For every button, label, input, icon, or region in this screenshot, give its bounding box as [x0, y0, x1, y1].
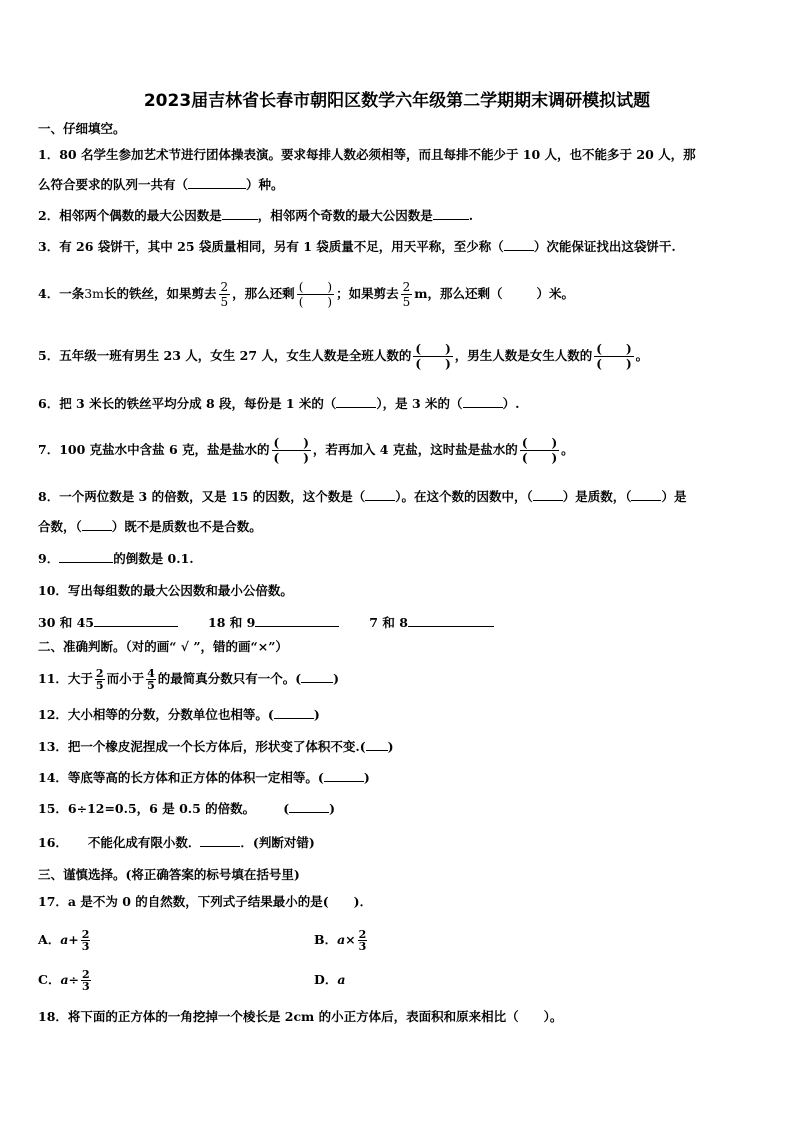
- q14-blank[interactable]: [324, 781, 364, 782]
- q17-option-b[interactable]: [314, 925, 369, 955]
- q7-answer-fraction-1[interactable]: $\frac{( )}{( )}$: [273, 436, 309, 465]
- question-8-line-2: [38, 518, 262, 536]
- q3-text: 3．有 26 袋饼干，其中 25 袋质量相同，另有 1 袋质量不足，用天平称，至少称（: [38, 239, 504, 254]
- q10-item-a: 30 和 45: [38, 615, 94, 630]
- question-13: [38, 738, 394, 756]
- question-7: [38, 432, 574, 468]
- q8-blank-4[interactable]: [82, 530, 112, 531]
- q7-text-a: 7．100 克盐水中含盐 6 克，盐是盐水的: [38, 442, 270, 457]
- q3-text-end: ）次能保证找出这袋饼干.: [533, 239, 676, 254]
- option-a-fraction: $\frac{2}{3}$: [81, 928, 90, 953]
- q16-blank[interactable]: [200, 846, 240, 847]
- question-14: [38, 769, 370, 787]
- question-10-items: [38, 614, 494, 632]
- q11-text-d: ): [333, 671, 340, 686]
- question-15: [38, 800, 335, 818]
- section-2-heading: 二、准确判断。（对的画“ √ ”，错的画“×”）: [38, 639, 288, 654]
- q3-blank[interactable]: [504, 250, 534, 251]
- q2-text-mid: ，相邻两个奇数的最大公因数是: [257, 208, 433, 223]
- option-b-fraction: $\frac{2}{3}$: [358, 928, 367, 953]
- q8-text-4: ）是: [661, 489, 687, 504]
- q15-blank[interactable]: [289, 812, 329, 813]
- question-12: [38, 706, 320, 724]
- question-3: [38, 238, 676, 256]
- q8-text-3: ）是质数，（: [562, 489, 632, 504]
- q8-blank-1[interactable]: [365, 500, 395, 501]
- question-16: [38, 834, 315, 852]
- section-1-heading: 一、仔细填空。: [38, 121, 126, 136]
- option-a-label: A．: [38, 932, 61, 947]
- question-17: 17．a 是不为 0 的自然数，下列式子结果最小的是( )．: [38, 894, 373, 909]
- q16-number: 16．: [38, 835, 68, 850]
- q6-text-a: 6．把 3 米长的铁丝平均分成 8 段，每份是 1 米的（: [38, 396, 337, 411]
- q16-text: 不能化成有限小数．: [87, 835, 201, 850]
- q8-text-1: 8．一个两位数是 3 的倍数，又是 15 的因数，这个数是（: [38, 489, 366, 504]
- q7-text-c: 。: [561, 442, 574, 457]
- q4-text-b: 长的铁丝，如果剪去: [104, 286, 217, 301]
- q10-blank-a[interactable]: [94, 626, 178, 627]
- q17-option-a[interactable]: [38, 925, 92, 955]
- question-1-line-1: 1．80 名学生参加艺术节进行团体操表演。要求每排人数必须相等，而且每排不能少于 10 人，也不能多于 20 人，那: [38, 147, 696, 162]
- option-b-label: B．: [314, 932, 338, 947]
- q1-text-end: ）种。: [246, 177, 284, 192]
- q4-text-c: ，那么还剩: [232, 286, 295, 301]
- q11-fraction-4-5: $\frac{4}{5}$: [147, 667, 155, 692]
- q17-option-c[interactable]: [38, 965, 93, 995]
- q12-text-end: ): [313, 707, 320, 722]
- q11-fraction-2-5: $\frac{2}{5}$: [95, 667, 104, 692]
- q17-option-d[interactable]: [314, 971, 345, 989]
- question-2: [38, 207, 473, 225]
- option-d-expr: a: [337, 972, 346, 987]
- q10-item-b: 18 和 9: [208, 615, 256, 630]
- q4-text-e: ；如果剪去: [336, 286, 399, 301]
- q2-text: 2．相邻两个偶数的最大公因数是: [38, 208, 222, 223]
- question-4: [38, 276, 574, 312]
- option-c-label: C．: [38, 972, 61, 987]
- page-title: 2023届吉林省长春市朝阳区数学六年级第二学期期末调研模拟试题: [143, 91, 651, 111]
- q15-paren-close: ): [329, 801, 336, 816]
- q2-text-end: .: [468, 208, 474, 223]
- question-9: [38, 550, 194, 568]
- q10-item-c: 7 和 8: [369, 615, 408, 630]
- option-a-expr: a+: [60, 932, 79, 947]
- q12-text: 12．大小相等的分数，分数单位也相等。(: [38, 707, 274, 722]
- q11-text-a: 11．大于: [38, 671, 93, 686]
- q8-blank-3[interactable]: [631, 500, 661, 501]
- q7-answer-fraction-2[interactable]: $\frac{( )}{( )}$: [521, 436, 558, 465]
- q4-fraction-2-5m: $\frac{2}{5}$: [402, 280, 411, 309]
- q8-text-6: ）既不是质数也不是合数。: [111, 519, 262, 534]
- q13-text-end: ): [387, 739, 394, 754]
- option-c-expr: a÷: [60, 972, 80, 987]
- q5-text-a: 5．五年级一班有男生 23 人，女生 27 人，女生人数是全班人数的: [38, 348, 412, 363]
- q10-blank-b[interactable]: [255, 626, 339, 627]
- q2-blank-2[interactable]: [433, 219, 469, 220]
- q11-text-c: 的最简真分数只有一个。(: [157, 671, 302, 686]
- q14-text-end: ): [363, 770, 370, 785]
- question-10: 10．写出每组数的最大公因数和最小公倍数。: [38, 583, 293, 598]
- q6-text-b: ），是 3 米的（: [376, 396, 463, 411]
- q1-answer-blank[interactable]: [188, 188, 246, 189]
- q4-text-f: m，那么还剩（: [414, 286, 503, 301]
- q5-text-b: ，男生人数是女生人数的: [454, 348, 593, 363]
- q6-blank-1[interactable]: [336, 407, 376, 408]
- q5-answer-fraction-1[interactable]: $\frac{( )}{( )}$: [415, 342, 451, 371]
- q11-blank[interactable]: [301, 682, 333, 683]
- q8-text-2: ）。在这个数的因数中，（: [395, 489, 533, 504]
- question-8-line-1: [38, 488, 687, 506]
- q4-text-g: ）米。: [536, 286, 574, 301]
- q15-paren-open: (: [283, 801, 290, 816]
- q16-text-end: ．(判断对错): [240, 835, 315, 850]
- q11-text-b: 而小于: [106, 671, 145, 686]
- question-1-line-2: [38, 176, 284, 194]
- q6-text-c: ）.: [502, 396, 520, 411]
- q8-text-5: 合数，（: [38, 519, 82, 534]
- q15-text: 15．6÷12=0.5，6 是 0.5 的倍数。: [38, 801, 256, 816]
- q4-fraction-2-5: $\frac{2}{5}$: [220, 280, 229, 309]
- q14-text: 14．等底等高的长方体和正方体的体积一定相等。(: [38, 770, 324, 785]
- question-5: [38, 338, 648, 374]
- q1-text: 么符合要求的队列一共有（: [38, 177, 189, 192]
- option-d-label: D．: [314, 972, 338, 987]
- q10-blank-c[interactable]: [408, 626, 494, 627]
- section-3-heading: 三、谨慎选择。(将正确答案的标号填在括号里): [38, 867, 300, 882]
- q9-number: 9．: [38, 551, 60, 566]
- q4-length: 3m: [84, 286, 105, 301]
- question-18: 18．将下面的正方体的一角挖掉一个棱长是 2cm 的小正方体后，表面积和原来相比（ ）。: [38, 1009, 563, 1024]
- question-11: [38, 664, 339, 694]
- q7-text-b: ，若再加入 4 克盐，这时盐是盐水的: [312, 442, 518, 457]
- q9-text: 的倒数是 0.1.: [113, 551, 194, 566]
- q4-answer-fraction[interactable]: $\frac{( )}{( )}$: [298, 280, 333, 309]
- q4-text-a: 4．一条: [38, 286, 85, 301]
- q2-blank-1[interactable]: [222, 219, 258, 220]
- q13-blank[interactable]: [366, 750, 388, 751]
- q8-blank-2[interactable]: [533, 500, 563, 501]
- q9-blank[interactable]: [59, 562, 113, 563]
- q6-blank-2[interactable]: [463, 407, 503, 408]
- q5-text-c: 。: [635, 348, 649, 363]
- question-6: [38, 395, 519, 413]
- q13-text: 13．把一个橡皮泥捏成一个长方体后，形状变了体积不变.(: [38, 739, 366, 754]
- option-c-fraction: $\frac{2}{3}$: [82, 968, 90, 993]
- q5-answer-fraction-2[interactable]: $\frac{( )}{( )}$: [596, 342, 632, 371]
- option-b-expr: a×: [337, 932, 356, 947]
- q12-blank[interactable]: [274, 718, 314, 719]
